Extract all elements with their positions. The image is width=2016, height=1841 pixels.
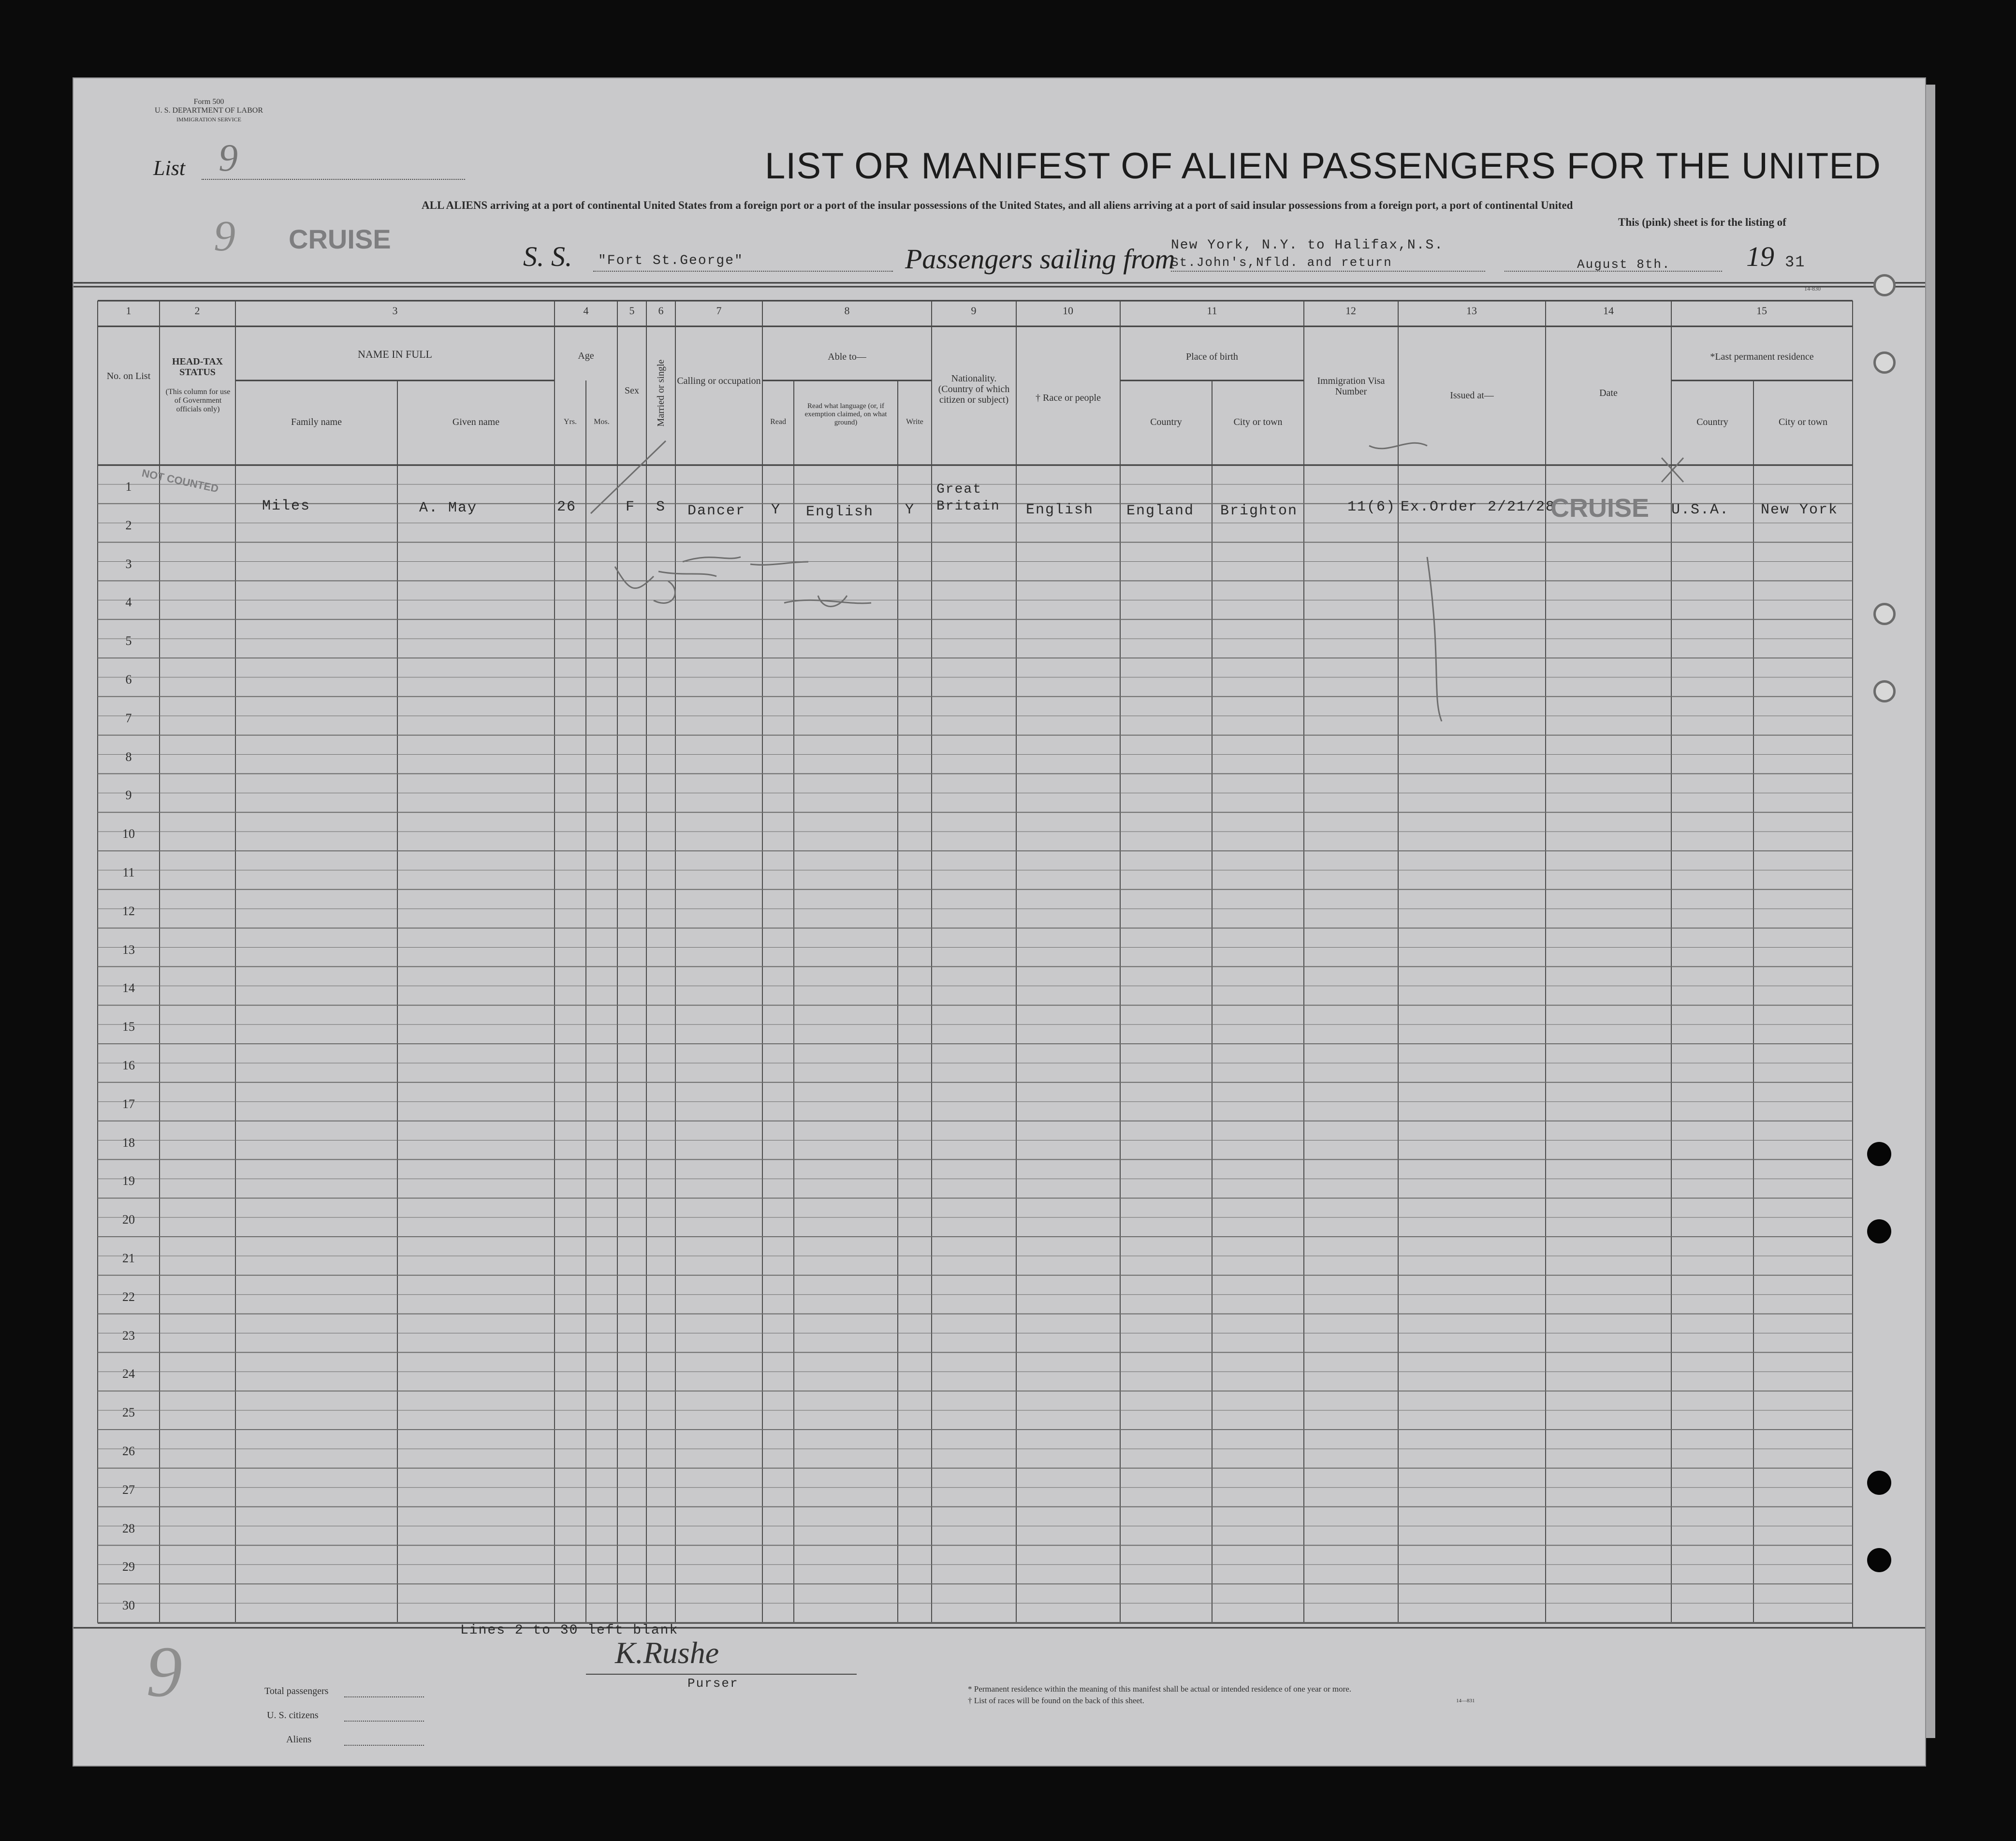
column-number: 7 — [716, 305, 722, 317]
row-number: 14 — [122, 981, 135, 995]
ship-name: "Fort St.George" — [598, 253, 744, 268]
row-number: 24 — [122, 1367, 135, 1381]
sailing-label: Passengers sailing from — [905, 243, 1175, 275]
header-no-on-list: No. on List — [106, 371, 151, 381]
corner-code: 14-830 — [1804, 285, 1821, 292]
header-age-yrs: Yrs. — [563, 418, 577, 426]
footer-pencil-number: 9 — [146, 1632, 182, 1712]
header-age: Age — [578, 351, 594, 361]
binder-hole-punched — [1867, 1471, 1891, 1495]
column-number: 1 — [126, 305, 131, 317]
row-number: 3 — [125, 556, 132, 571]
binder-hole-open — [1873, 351, 1896, 374]
footer-form-code: 14—831 — [1456, 1698, 1475, 1704]
list-number: 9 — [219, 137, 238, 179]
binder-hole-open — [1873, 680, 1896, 702]
row-number: 11 — [122, 865, 135, 879]
route-line-1: New York, N.Y. to Halifax,N.S. — [1171, 238, 1444, 253]
header-res-country: Country — [1696, 417, 1728, 427]
cell-given-name: A. May — [419, 500, 478, 516]
column-number: 2 — [194, 305, 200, 317]
column-number: 4 — [583, 305, 589, 317]
row-number: 30 — [122, 1598, 135, 1613]
row-number: 8 — [125, 749, 132, 764]
cell-res-city: New York — [1761, 502, 1839, 518]
column-number: 8 — [844, 305, 850, 317]
header-able-to: Able to— — [828, 351, 866, 362]
form-department: U. S. DEPARTMENT OF LABOR — [155, 106, 263, 115]
row-number: 4 — [125, 595, 132, 610]
row-number: 16 — [122, 1058, 135, 1072]
header-res-city: City or town — [1778, 417, 1828, 427]
header-birth-city: City or town — [1233, 417, 1283, 427]
cell-sex: F — [626, 499, 636, 515]
header-married: Married or single — [656, 359, 666, 427]
header-head-tax-note: (This column for use of Government officials only) — [165, 388, 231, 413]
header-read-what: Read what language (or, if exemption claimed, on what ground) — [804, 402, 887, 426]
column-number: 11 — [1207, 305, 1217, 317]
row-number: 12 — [122, 904, 135, 918]
lines-blank-note: Lines 2 to 30 left blank — [460, 1623, 679, 1638]
manifest-sheet — [73, 77, 1926, 1767]
row-number: 29 — [122, 1560, 135, 1574]
row-number: 21 — [122, 1251, 135, 1265]
row-number: 18 — [122, 1135, 135, 1150]
ss-label: S. S. — [523, 241, 572, 272]
year-typed: 31 — [1785, 253, 1806, 271]
cruise-stamp: CRUISE — [289, 224, 391, 254]
aliens-label: Aliens — [286, 1734, 312, 1745]
header-visa: Immigration Visa Number — [1317, 376, 1385, 397]
header-last-residence: *Last permanent residence — [1710, 351, 1814, 362]
total-passengers-line — [344, 1696, 424, 1697]
not-counted-stamp: NOT COUNTED — [141, 467, 220, 495]
row-number: 17 — [122, 1096, 135, 1111]
header-place-of-birth: Place of birth — [1186, 351, 1238, 362]
row-number: 15 — [122, 1020, 135, 1034]
cell-occupation: Dancer — [687, 503, 746, 519]
column-number: 9 — [971, 305, 977, 317]
cell-married: S — [656, 499, 666, 515]
header-sex: Sex — [625, 385, 639, 396]
form-service: IMMIGRATION SERVICE — [176, 116, 242, 123]
row-number: 7 — [125, 711, 132, 725]
us-citizens-line — [344, 1721, 424, 1722]
sailing-date: August 8th. — [1577, 257, 1671, 272]
row-number: 13 — [122, 942, 135, 957]
cell-nationality-2: Britain — [936, 499, 1000, 514]
form-number: Form 500 — [193, 98, 224, 106]
cell-write: Y — [905, 502, 915, 518]
cell-nationality-1: Great — [936, 482, 982, 497]
footnote-residence: * Permanent residence within the meaning of this manifest shall be actual or intended residence of one year or more. — [968, 1684, 1352, 1694]
cell-race: English — [1026, 502, 1094, 518]
row-number: 2 — [125, 518, 132, 532]
cell-family-name: Miles — [262, 498, 311, 514]
cell-age-yrs: 26 — [557, 499, 577, 515]
header-race: † Race or people — [1036, 393, 1101, 403]
signature-line — [586, 1674, 857, 1675]
cell-birth-country: England — [1126, 503, 1195, 519]
manifest-subtitle-1: ALL ALIENS arriving at a port of continental United States from a foreign port or a port of the insular possessions of the United States, and all aliens arriving at a port of said insular possessions from a foreign port, a port of continental United — [422, 199, 1573, 211]
row-number: 6 — [125, 672, 132, 687]
aliens-line — [344, 1745, 424, 1746]
cell-issued-at: Ex.Order 2/21/28 — [1401, 499, 1556, 515]
route-line-2: St.John's,Nfld. and return — [1171, 255, 1392, 270]
column-number: 6 — [658, 305, 664, 317]
column-number: 3 — [392, 305, 398, 317]
list-label: List — [153, 156, 186, 180]
column-number: 5 — [629, 305, 635, 317]
cell-visa: 11(6) — [1347, 499, 1396, 515]
header-given-name: Given name — [452, 417, 500, 427]
header-age-mos: Mos. — [594, 418, 610, 426]
row-number: 22 — [122, 1289, 135, 1304]
row-number: 27 — [122, 1482, 135, 1497]
purser-signature: K.Rushe — [615, 1636, 719, 1670]
header-date: Date — [1599, 388, 1618, 398]
header-issued-at: Issued at— — [1450, 390, 1494, 401]
total-passengers-label: Total passengers — [264, 1686, 329, 1696]
cell-date-stamp: CRUISE — [1550, 494, 1650, 523]
row-number: 26 — [122, 1444, 135, 1458]
row-number: 23 — [122, 1328, 135, 1343]
row-number: 10 — [122, 827, 135, 841]
table-grid — [73, 78, 1925, 1766]
binder-hole-punched — [1867, 1548, 1891, 1572]
us-citizens-label: U. S. citizens — [267, 1710, 319, 1721]
column-number: 12 — [1345, 305, 1356, 317]
header-head-tax: HEAD-TAX STATUS — [172, 356, 223, 378]
binder-hole-open — [1873, 274, 1896, 296]
cell-res-country: U.S.A. — [1671, 502, 1730, 518]
cell-language: English — [806, 504, 874, 520]
footnote-races: † List of races will be found on the back of this sheet. — [968, 1696, 1144, 1705]
binder-hole-punched — [1867, 1142, 1891, 1166]
row-number: 5 — [125, 634, 132, 648]
manifest-title: LIST OR MANIFEST OF ALIEN PASSENGERS FOR THE UNITED — [765, 146, 1881, 187]
manifest-subtitle-2: This (pink) sheet is for the listing of — [1618, 216, 1786, 228]
header-read: Read — [770, 418, 786, 426]
header-name-in-full: NAME IN FULL — [358, 348, 432, 360]
header-nationality: Nationality. (Country of which citizen or subject) — [938, 373, 1010, 405]
purser-label: Purser — [687, 1676, 739, 1691]
column-number: 10 — [1063, 305, 1073, 317]
header-birth-country: Country — [1150, 417, 1182, 427]
year-printed: 19 — [1746, 241, 1774, 272]
cell-birth-city: Brighton — [1220, 503, 1298, 519]
header-calling: Calling or occupation — [677, 376, 761, 386]
row-number: 1 — [125, 480, 132, 494]
row-number: 25 — [122, 1405, 135, 1420]
header-family-name: Family name — [291, 417, 342, 427]
binder-hole-open — [1873, 603, 1896, 625]
row-number: 9 — [125, 788, 132, 803]
row-number: 28 — [122, 1521, 135, 1535]
cell-read: Y — [771, 502, 781, 518]
binder-hole-punched — [1867, 1219, 1891, 1243]
row-number: 20 — [122, 1213, 135, 1227]
column-number: 15 — [1756, 305, 1767, 317]
margin-pencil-number: 9 — [214, 212, 235, 260]
column-number: 13 — [1466, 305, 1477, 317]
column-number: 14 — [1603, 305, 1614, 317]
header-write: Write — [906, 418, 923, 426]
row-number: 19 — [122, 1174, 135, 1188]
